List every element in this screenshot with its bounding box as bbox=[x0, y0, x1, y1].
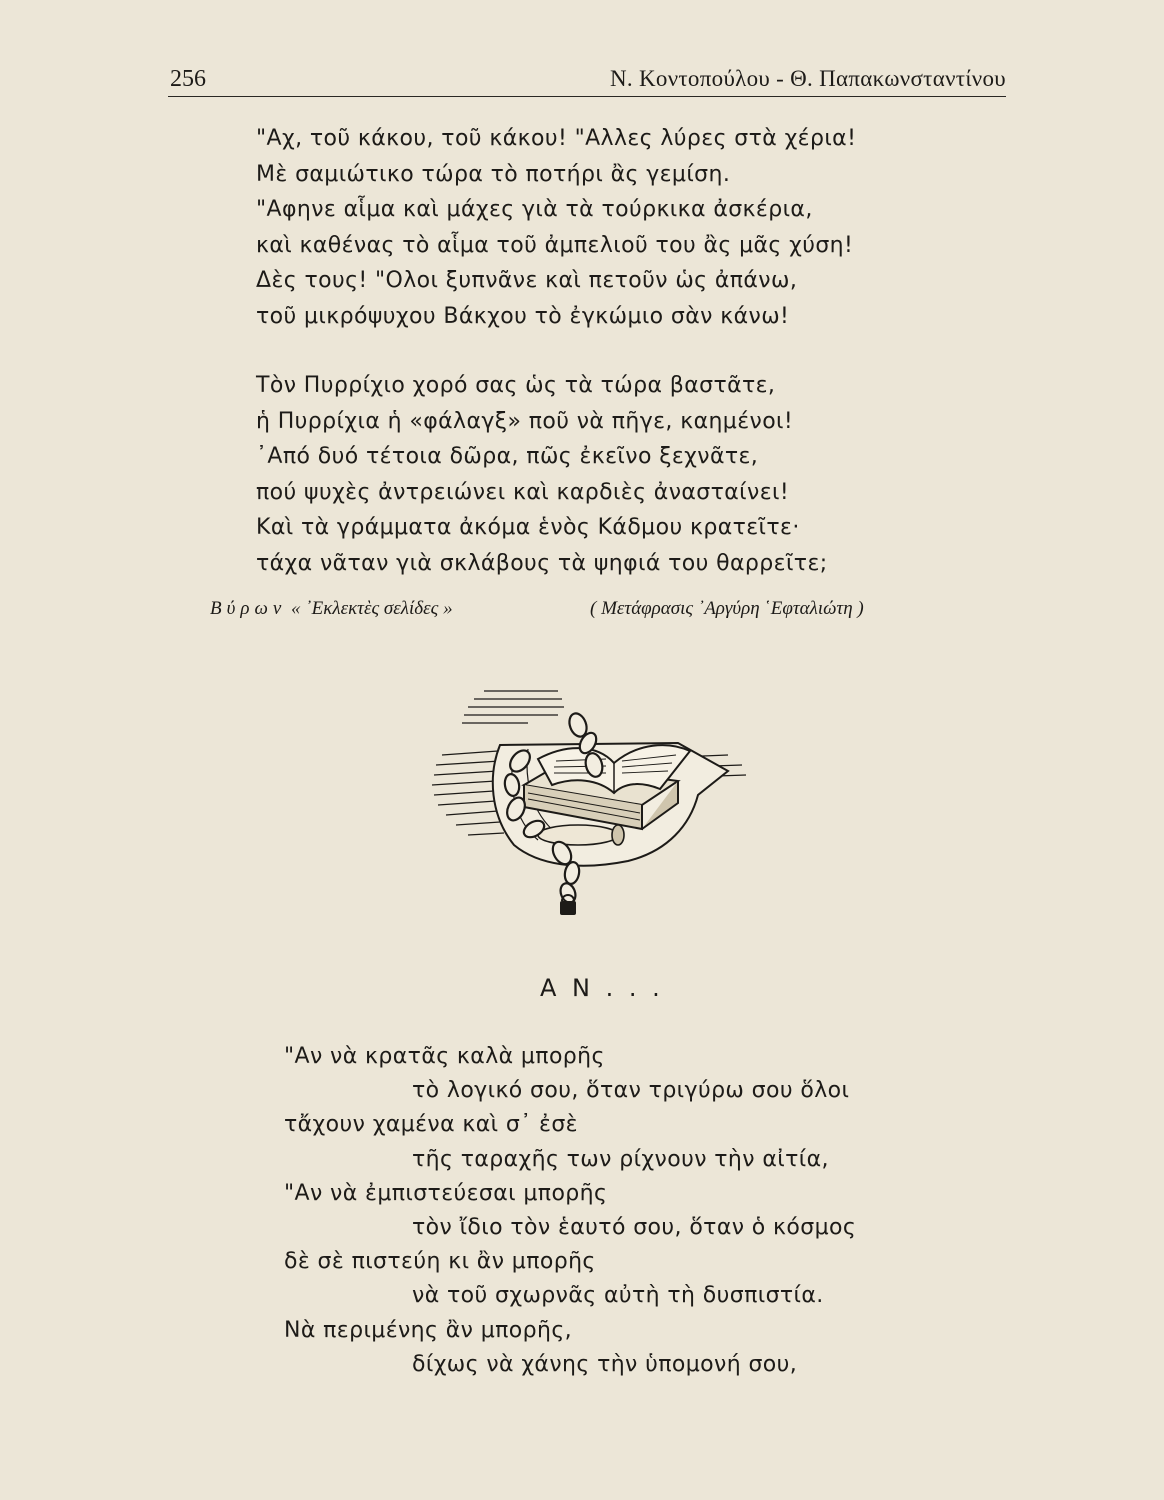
attribution-source: « ᾿Εκλεκτὲς σελίδες » bbox=[291, 598, 453, 619]
verse-line: "Αν νὰ ἐμπιστεύεσαι μπορῆς bbox=[284, 1180, 608, 1206]
verse-line: τάχα νᾶταν γιὰ σκλάβους τὰ ψηφιά του θαρρεῖτε; bbox=[256, 550, 828, 576]
verse-line: "Αν νὰ κρατᾶς καλὰ μπορῆς bbox=[284, 1044, 605, 1069]
verse-line: δὲ σὲ πιστεύη κι ἂν μπορῆς bbox=[284, 1249, 596, 1275]
verse-line: Δὲς τους! "Ολοι ξυπνᾶνε καὶ πετοῦν ὡς ἀπάνω, bbox=[256, 268, 798, 293]
poem1-stanza2 bbox=[256, 368, 828, 581]
attribution bbox=[210, 598, 970, 620]
verse-line: δίχως νὰ χάνης τὴν ὑπομονή σου, bbox=[412, 1351, 798, 1377]
attribution-author: Βύρων bbox=[210, 598, 287, 619]
page-number: 256 bbox=[170, 66, 206, 92]
page-header bbox=[168, 62, 1006, 97]
verse-line: τῆς ταραχῆς των ρίχνουν τὴν αἰτία, bbox=[412, 1146, 829, 1172]
running-head: Ν. Κοντοπούλου - Θ. Παπακωνσταντίνου bbox=[609, 66, 1006, 91]
verse-line: τὸν ἴδιο τὸν ἑαυτό σου, ὅταν ὁ κόσμος bbox=[412, 1215, 857, 1241]
verse-line: ᾿Από δυό τέτοια δῶρα, πῶς ἐκεῖνο ξεχνᾶτε, bbox=[256, 444, 759, 469]
verse-line: Καὶ τὰ γράμματα ἀκόμα ἑνὸς Κάδμου κρατεῖτε· bbox=[256, 515, 800, 540]
verse-line: "Αχ, τοῦ κάκου, τοῦ κάκου! "Αλλες λύρες στὰ χέρια! bbox=[256, 126, 857, 151]
poem1-stanza1 bbox=[256, 121, 856, 334]
verse-line: τοῦ μικρόψυχου Βάκχου τὸ ἐγκώμιο σὰν κάνω! bbox=[256, 303, 790, 329]
verse-line: πού ψυχὲς ἀντρειώνει καὶ καρδιὲς ἀνασταίνει! bbox=[256, 479, 790, 505]
verse-line: ἡ Πυρρίχια ἡ «φάλαγξ» ποῦ νὰ πῆγε, καημένοι! bbox=[256, 408, 794, 434]
attribution-translation: ( Μετάφρασις ᾿Αργύρη ῾Εφταλιώτη ) bbox=[590, 598, 864, 619]
verse-line: τὸ λογικό σου, ὅταν τριγύρω σου ὅλοι bbox=[412, 1078, 850, 1104]
poem2-body bbox=[284, 1040, 856, 1382]
verse-line: Νὰ περιμένης ἂν μπορῆς, bbox=[284, 1317, 573, 1343]
verse-line: τἄχουν χαμένα καὶ σ᾿ ἐσὲ bbox=[284, 1112, 578, 1138]
chained-book-icon bbox=[428, 685, 758, 920]
verse-line: Μὲ σαμιώτικο τώρα τὸ ποτήρι ἂς γεμίση. bbox=[256, 161, 731, 187]
verse-line: "Αφηνε αἷμα καὶ μάχες γιὰ τὰ τούρκικα ἀσκέρια, bbox=[256, 197, 813, 222]
verse-line: Τὸν Πυρρίχιο χορό σας ὡς τὰ τώρα βαστᾶτε, bbox=[256, 373, 776, 398]
poem2-title: Α Ν . . . bbox=[540, 974, 664, 1002]
verse-line: νὰ τοῦ σχωρνᾶς αὐτὴ τὴ δυσπιστία. bbox=[412, 1283, 824, 1309]
verse-line: καὶ καθένας τὸ αἷμα τοῦ ἀμπελιοῦ του ἂς μᾶς χύση! bbox=[256, 232, 854, 258]
